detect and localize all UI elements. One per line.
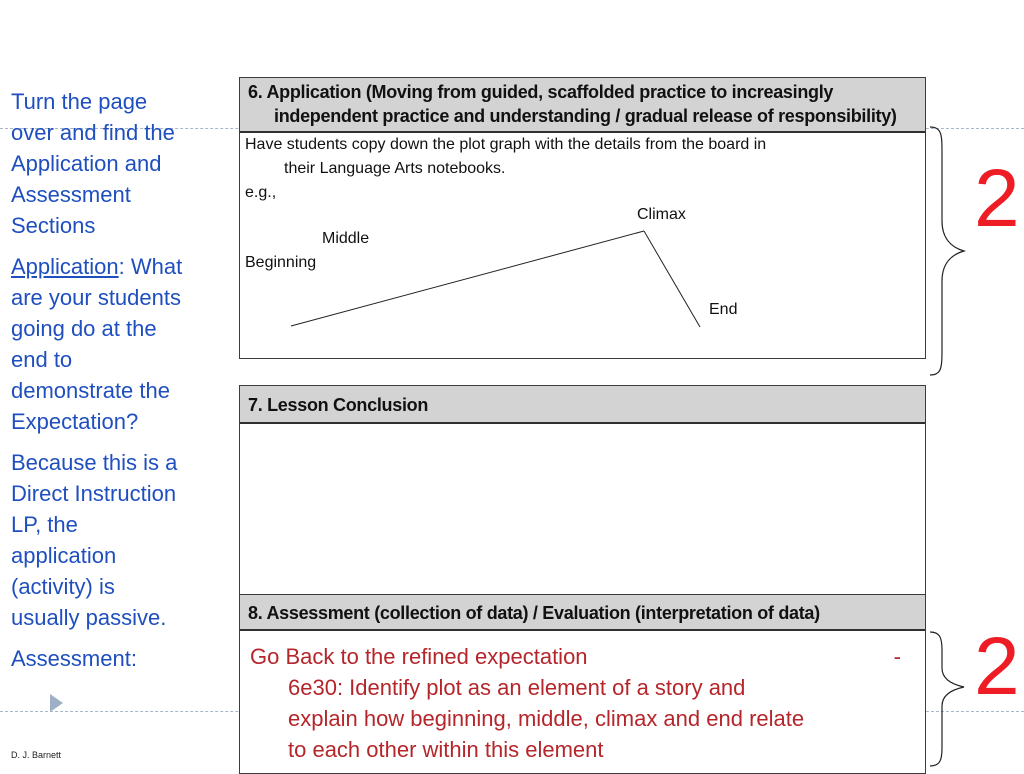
assessment-line1: Go Back to the refined expectation	[250, 644, 588, 669]
assessment-dash: -	[893, 644, 901, 669]
section-assessment-header	[240, 595, 925, 631]
plot-label-middle: Middle	[322, 230, 370, 247]
plot-label-climax: Climax	[637, 206, 686, 223]
assessment-body	[240, 631, 925, 765]
assessment-line3: explain how beginning, middle, climax and end relate	[288, 706, 805, 731]
brace-top-icon	[928, 125, 968, 377]
plot-falling-line	[644, 231, 700, 327]
sidebar-assessment: Assessment:	[11, 646, 137, 671]
application-question: : What are your students going do at the end to demonstrate the Expectation?	[11, 254, 183, 434]
sidebar-notes	[11, 86, 189, 684]
section-conclusion-header	[240, 386, 925, 424]
section-number-top: 2	[974, 153, 1020, 244]
application-body-line1: Have students copy down the plot graph with the details from the board in	[245, 136, 767, 153]
conclusion-header-text: 7. Lesson Conclusion	[248, 395, 429, 415]
application-body-line2: their Language Arts notebooks.	[284, 160, 506, 177]
application-header-line2: independent practice and understanding / gradual release of responsibility)	[274, 106, 897, 126]
brace-bottom-icon	[928, 630, 968, 768]
application-label: Application	[11, 254, 119, 279]
section-lesson-conclusion	[239, 385, 926, 595]
next-slide-arrow-icon[interactable]	[50, 694, 63, 712]
plot-label-end: End	[709, 301, 738, 318]
section-number-bottom: 2	[974, 621, 1020, 712]
application-header-line1: 6. Application (Moving from guided, scaffolded practice to increasingly	[248, 82, 834, 102]
plot-label-beginning: Beginning	[245, 254, 317, 271]
sidebar-application	[11, 251, 189, 437]
assessment-line2: 6e30: Identify plot as an element of a story and	[288, 675, 746, 700]
footer-author: D. J. Barnett	[11, 750, 62, 760]
assessment-header-text: 8. Assessment (collection of data) / Evaluation (interpretation of data)	[248, 603, 820, 623]
application-eg: e.g.,	[245, 184, 277, 201]
plot-graph	[240, 78, 927, 360]
section-assessment	[239, 594, 926, 774]
assessment-line4: to each other within this element	[288, 737, 604, 762]
sidebar-intro: Turn the page over and find the Application and Assessment Sections	[11, 89, 175, 238]
sidebar-direct-instruction: Because this is a Direct Instruction LP, the application (activity) is usually passive.	[11, 450, 178, 630]
section-application	[239, 77, 926, 359]
